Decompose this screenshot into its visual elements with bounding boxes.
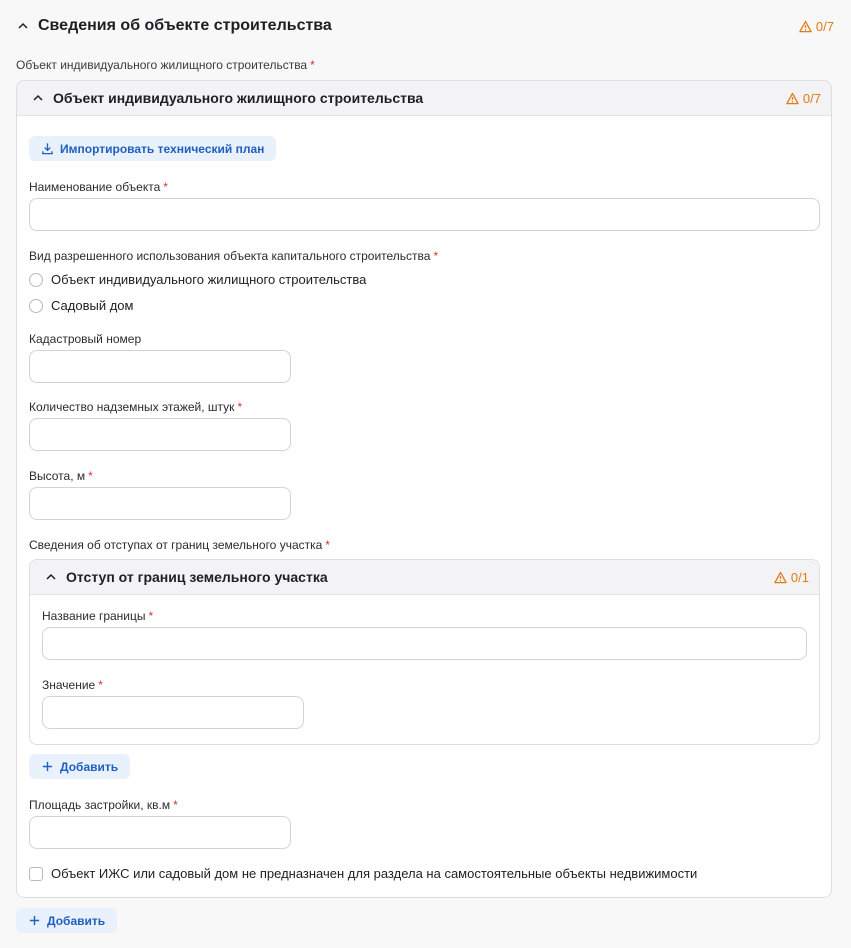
import-plan-label: Импортировать технический план: [60, 141, 265, 156]
setback-card-progress-text: 0/1: [790, 569, 809, 585]
warning-icon: [774, 571, 787, 584]
section-progress: [799, 19, 834, 34]
download-icon: [41, 142, 54, 155]
floors-input[interactable]: [29, 418, 291, 451]
not-divisible-checkbox-row[interactable]: [29, 866, 697, 881]
setback-value-input[interactable]: [42, 696, 304, 729]
add-setback-label: Добавить: [60, 759, 119, 774]
warning-icon: [786, 92, 799, 105]
setbacks-label: Сведения об отступах от границ земельного участка *: [29, 538, 330, 552]
chevron-up-icon[interactable]: [44, 570, 58, 584]
chevron-up-icon[interactable]: [16, 19, 30, 33]
import-plan-button[interactable]: [29, 136, 276, 161]
object-card: [16, 80, 832, 898]
object-card-header[interactable]: [17, 81, 831, 116]
plus-icon: [28, 914, 41, 927]
setback-card-progress: [774, 570, 809, 585]
warning-icon: [799, 20, 812, 33]
chevron-up-icon[interactable]: [31, 91, 45, 105]
add-object-button[interactable]: [16, 908, 117, 933]
not-divisible-checkbox[interactable]: [29, 867, 43, 881]
section-progress-text: 0/7: [815, 18, 834, 34]
setback-card-header[interactable]: [30, 560, 819, 595]
usage-label: Вид разрешенного использования объекта капитального строительства *: [29, 249, 439, 263]
setback-card: [29, 559, 820, 745]
section-header[interactable]: [16, 14, 834, 38]
object-name-input[interactable]: [29, 198, 820, 231]
floors-label: Количество надземных этажей, штук *: [29, 400, 243, 414]
boundary-name-label: Название границы *: [42, 609, 154, 623]
add-setback-button[interactable]: [29, 754, 130, 779]
object-card-progress-text: 0/7: [802, 90, 821, 106]
object-card-progress: [786, 91, 821, 106]
object-card-title: Объект индивидуального жилищного строительства: [53, 90, 424, 106]
section-title: Сведения об объекте строительства: [38, 17, 332, 34]
area-label: Площадь застройки, кв.м *: [29, 798, 178, 812]
usage-option-izhs-label: Объект индивидуального жилищного строительства: [51, 272, 367, 287]
radio-garden[interactable]: [29, 299, 43, 313]
object-name-label: Наименование объекта *: [29, 180, 168, 194]
usage-option-garden[interactable]: [29, 298, 133, 313]
setback-card-title: Отступ от границ земельного участка: [66, 569, 328, 585]
not-divisible-label: Объект ИЖС или садовый дом не предназначен для раздела на самостоятельные объекты недвижимости: [51, 866, 698, 881]
usage-option-izhs[interactable]: [29, 272, 366, 287]
height-label: Высота, м *: [29, 469, 93, 483]
usage-option-garden-label: Садовый дом: [51, 298, 134, 313]
cadastral-input[interactable]: [29, 350, 291, 383]
boundary-name-input[interactable]: [42, 627, 807, 660]
height-input[interactable]: [29, 487, 291, 520]
cadastral-label: Кадастровый номер: [29, 332, 142, 346]
setback-value-label: Значение *: [42, 678, 103, 692]
add-object-label: Добавить: [47, 913, 106, 928]
area-input[interactable]: [29, 816, 291, 849]
radio-izhs[interactable]: [29, 273, 43, 287]
plus-icon: [41, 760, 54, 773]
object-type-label: Объект индивидуального жилищного строительства *: [16, 58, 315, 72]
